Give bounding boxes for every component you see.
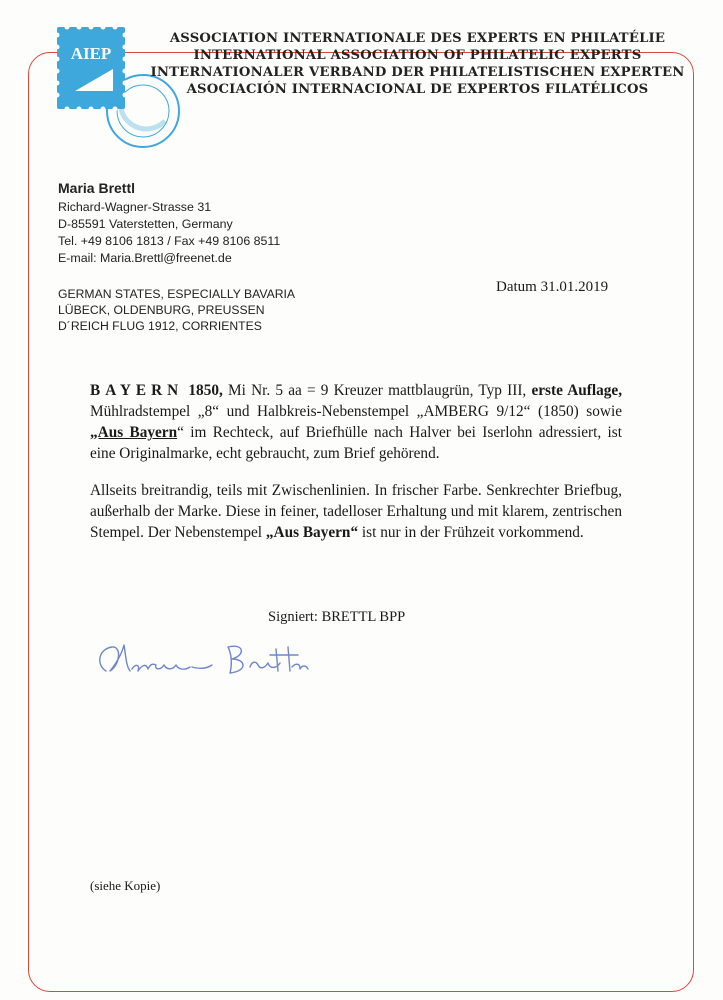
header-line-fr: ASSOCIATION INTERNATIONALE DES EXPERTS EN PHILATÉLIE: [169, 31, 666, 46]
specialties: [58, 286, 295, 334]
svg-text:AIEP: AIEP: [70, 44, 112, 63]
specialty-line: GERMAN STATES, ESPECIALLY BAVARIA: [58, 287, 296, 301]
sender-name: Maria Brettl: [58, 180, 136, 196]
specialty-line: LÜBECK, OLDENBURG, PREUSSEN: [58, 303, 265, 317]
aus-bayern-cancel: „Aus Bayern: [90, 424, 178, 441]
sender-email: E-mail: Maria.Brettl@freenet.de: [58, 251, 232, 265]
paragraph-condition: Allseits breitrandig, teils mit Zwischenlinien. In frischer Farbe. Senkrechter Briefbug, außerhalb der Marke. Diese in feiner, tadelloser Erhaltung und mit klarem, zentrischen Stempel. Der Nebenstempel „Aus Bayern“ ist nur in der Frühzeit vorkommend.: [90, 482, 622, 541]
sender-city: D-85591 Vaterstetten, Germany: [58, 217, 233, 231]
sender-address: [58, 180, 280, 267]
handwritten-signature: [92, 635, 317, 685]
copy-note: (siehe Kopie): [90, 878, 161, 893]
header-line-en: INTERNATIONAL ASSOCIATION OF PHILATELIC EXPERTS: [193, 48, 642, 63]
header-line-de: INTERNATIONALER VERBAND DER PHILATELISTISCHEN EXPERTEN: [150, 65, 685, 80]
certificate-body: [90, 380, 622, 559]
document-date: Datum 31.01.2019: [496, 279, 609, 295]
specialty-line: D´REICH FLUG 1912, CORRIENTES: [58, 319, 262, 333]
first-edition: erste Auflage,: [531, 382, 623, 399]
sender-street: Richard-Wagner-Strasse 31: [58, 200, 212, 214]
stamp-year: 1850,: [188, 382, 223, 399]
stamp-country: BAYERN: [90, 382, 184, 399]
signed-line: Signiert: BRETTL BPP: [268, 609, 406, 625]
sender-phone: Tel. +49 8106 1813 / Fax +49 8106 8511: [58, 234, 281, 248]
association-header: [145, 30, 690, 98]
header-line-es: ASOCIACIÓN INTERNACIONAL DE EXPERTOS FILATÉLICOS: [186, 82, 649, 97]
aus-bayern-note: „Aus Bayern“: [265, 524, 359, 541]
paragraph-description: BAYERN 1850, Mi Nr. 5 aa = 9 Kreuzer mattblaugrün, Typ III, erste Auflage, Mühlradstempel „8“ und Halbkreis-Nebenstempel „AMBERG 9/12“ (1850) sowie „Aus Bayern“ im Rechteck, auf Briefhülle nach Halver bei Iserlohn adressiert, ist eine Originalmarke, echt gebraucht, zum Brief gehörend.: [90, 382, 623, 462]
